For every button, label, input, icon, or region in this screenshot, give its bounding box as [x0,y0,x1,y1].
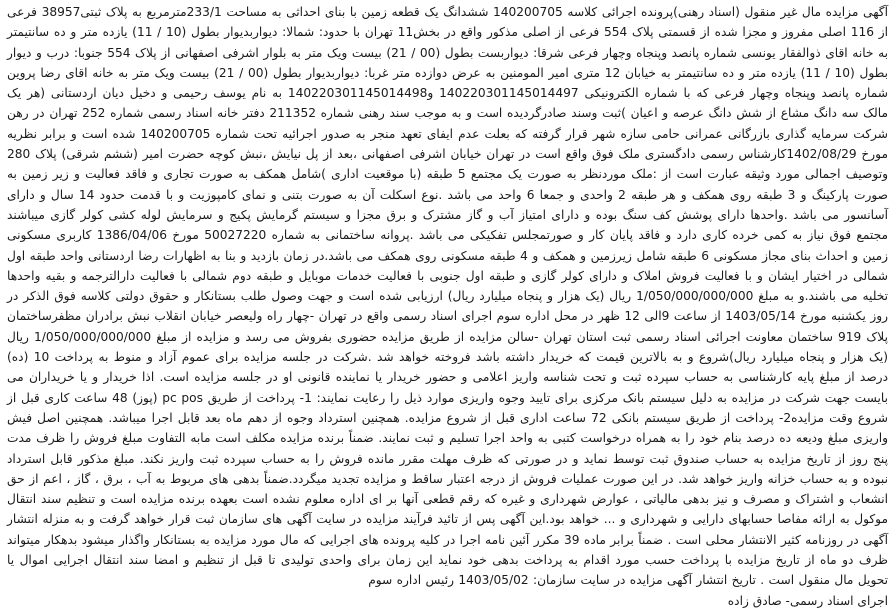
notice-signature: اجرای اسناد رسمی- صادق زاده [727,593,888,608]
auction-notice-text [7,2,888,591]
notice-paragraph: آگهی مزایده مال غیر منقول (اسناد رهنی)پرونده اجرائی کلاسه 140200705 ششدانگ یک قطعه زمین با بنای احداثی به مساحت 233/1مترمربع به پلاک ثبتی38957 فرعی از 116 اصلی مفروز و مجزا شده از قسمتی پلاک 554 فرعی از اصلی مذکور واقع در بخش11 تهران با حدود: شمالا: دیواربدیوار بطول (10 / 11) یازده متر و ده سانتیمتر به خانه اقای ذوالفقار یونسی شماره پانصد وپنجاه وچهار فرعی شرقا: دیواربست بطول (00 / 21) بیست ویک متر به بلوار اشرفی اصفهانی از پلاک 554 جنوبا: درب و دیوار بطول (10 / 11) یازده متر و ده سانتیمتر به خیابان 12 متری امیر المومنین به عرض دوازده متر غربا: دیواربدیوار بطول (00 / 21) بیست ویک متر به خانه اقای رضا پروین شماره پانصد وپنجاه وچهار فرعی که با شماره الکترونیکی 140220301145014497 و140220301145014498 به نام یوسف رحیمی و دخیل دیان اردستانی (هر یک مالک سه دانگ مشاع از شش دانگ عرصه و اعیان )ثبت وسند صادرگردیده است و به موجب سند رهنی شماره 211352 دفتر خانه اسناد رسمی شماره 252 تهران در رهن شرکت سرمایه گذاری بازرگانی عمرانی حامی سازه شهر قرار گرفته که بعلت عدم ایفای تعهد منجر به صدور اجرائیه تحت شماره 140200705 شده است و برابر نظریه مورخ 1402/08/29کارشناس رسمی دادگستری ملک فوق واقع است در تهران خیابان اشرفی اصفهانی ،بعد از پل نیایش ،نبش کوچه حضرت امیر (ششم شرقی) پلاک 280 وتوصیف اجمالی مورد وثیقه عبارت است از :ملک موردنظر به صورت یک مجتمع 5 طبقه (با موقعیت اداری )شامل همکف به صورت تجاری و فاقد فعالیت و زیر زمین به صورت پارکینگ و 3 طبقه روی همکف و هر طبقه 2 واحدی و جمعا 6 واحد می باشد .نوع اسکلت آن به صورت بتنی و نمای کامپوزیت و با قدمت حدود 14 سال و دارای آسانسور می باشد .واحدها دارای پوشش کف سنگ بوده و دارای امتیاز آب و گاز مشترک و برق مجزا و سیستم گرمایش پکیج و سرمایش لوله کشی کولر گازی میباشند مجتمع فوق نیاز به کمی خرده کاری دارد و فاقد پایان کار و صورتمجلس تفکیکی می باشد .پروانه ساختمانی به شماره 50027220 مورخ 1386/04/06 کاربری مسکونی زمین و احداث بنای مجاز مسکونی 6 طبقه شامل زیرزمین و همکف و 4 طبقه مسکونی روی همکف می باشد.در زمان بازدید و بنا به اظهارات رضا اردستانی واحد طبقه اول شمالی در اختیار ایشان و با فعالیت فروش املاک و دارای کولر گازی و طبقه اول جنوبی با فعالیت خدمات موبایل و طبقه دوم شمالی با فعالیت دارالترجمه و بقیه واحدها تخلیه می باشند.و به مبلغ 1/050/000/000/000 ریال (یک هزار و پنجاه میلیارد ریال) ارزیابی شده است و جهت وصول طلب بستانکار و حقوق دولتی کلاسه فوق الذکر در روز یکشنبه مورخ 1403/05/14 از ساعت 9الی 12 ظهر در محل اداره سوم اجرای اسناد رسمی واقع در تهران -چهار راه ولیعصر خیابان انقلاب نبش برادران مظفرساختمان پلاک 919 ساختمان معاونت اجرائی اسناد رسمی ثبت استان تهران -سالن مزایده از طریق مزایده حضوری بفروش می رسد و مزایده از مبلغ 1/050/000/000/000 ریال (یک هزار و پنجاه میلیارد ریال)شروع و به بالاترین قیمت که خریدار داشته باشد فروخته خواهد شد .شرکت در جلسه مزایده برای عموم آزاد و منوط به پرداخت 10 (ده) درصد از مبلغ پایه کارشناسی به حساب سپرده ثبت و تحت شناسه واریز اعلامی و حضور خریدار یا نماینده قانونی او در جلسه مزایده است. اذا خریدار و یا خریداران می بایست جهت شرکت در مزایده به دلیل سیستم بانک مرکزی برای تایید وجوه واریزی موارد ذیل را رعایت نمایند: 1- پرداخت از طریق pc pos (پوز) 48 ساعت کاری قبل از شروع وقت مزایده2- پرداخت از طریق سیستم بانکی 72 ساعت اداری قبل از شروع مزایده. همچنین استرداد وجوه از دهم ماه بعد قابل اجرا میباشد. همچنین اصل فیش واریزی مبلغ ودیعه ده درصد بنام خود را به همراه درخواست کتبی به واحد اجرا تسلیم و ثبت نمایند. ضمناً برنده مزایده مکلف است مابه التفاوت مبلغ فروش را ظرف مدت پنج روز از تاریخ مزایده به حساب صندوق ثبت توسط نماید و در صورتی که ظرف مهلت مقرر مانده فروش را به حساب سپرده ثبت واریز نکند. مبلغ مذکور قابل استرداد نبوده و به حساب خزانه واریز خواهد شد. در این صورت عملیات فروش از درجه اعتبار ساقط و مزایده تجدید میگردد.ضمناً بدهی های مربوط به آب ، برق ، گاز ، اعم از حق انشعاب و اشتراک و مصرف و نیز بدهی مالیاتی ، عوارض شهرداری و غیره که رقم قطعی آنها بر ای اداره معلوم نشده است بعهده برنده مزایده است و تنظیم سند انتقال موکول به ارائه مفاصا حسابهای دارایی و شهرداری و ... خواهد بود.این آگهی پس از تائید فرآیند مزایده در سایت آگهی های سازمان ثبت قرار خواهد گرفت و به منزله انتشار آگهی در روزنامه کثیر الانتشار محلی است . ضمناً برابر ماده 39 مکرر آئین نامه اجرا در کلیه پرونده های اجرایی که مال مورد مزایده به بستانکار واگذار میشود بدهکار میتواند ظرف دو ماه از تاریخ مزایده با پرداخت حسب مورد اقدام به پرداخت بدهی خود نماید این زمان برای واحدی تولیدی تا قبل از تنظیم و امضا سند انتقال اجرایی اموال یا تحویل مال منقول است . تاریخ انتشار آگهی مزایده در سایت سازمان: 1403/05/02 رئیس اداره سوم [7,5,889,588]
